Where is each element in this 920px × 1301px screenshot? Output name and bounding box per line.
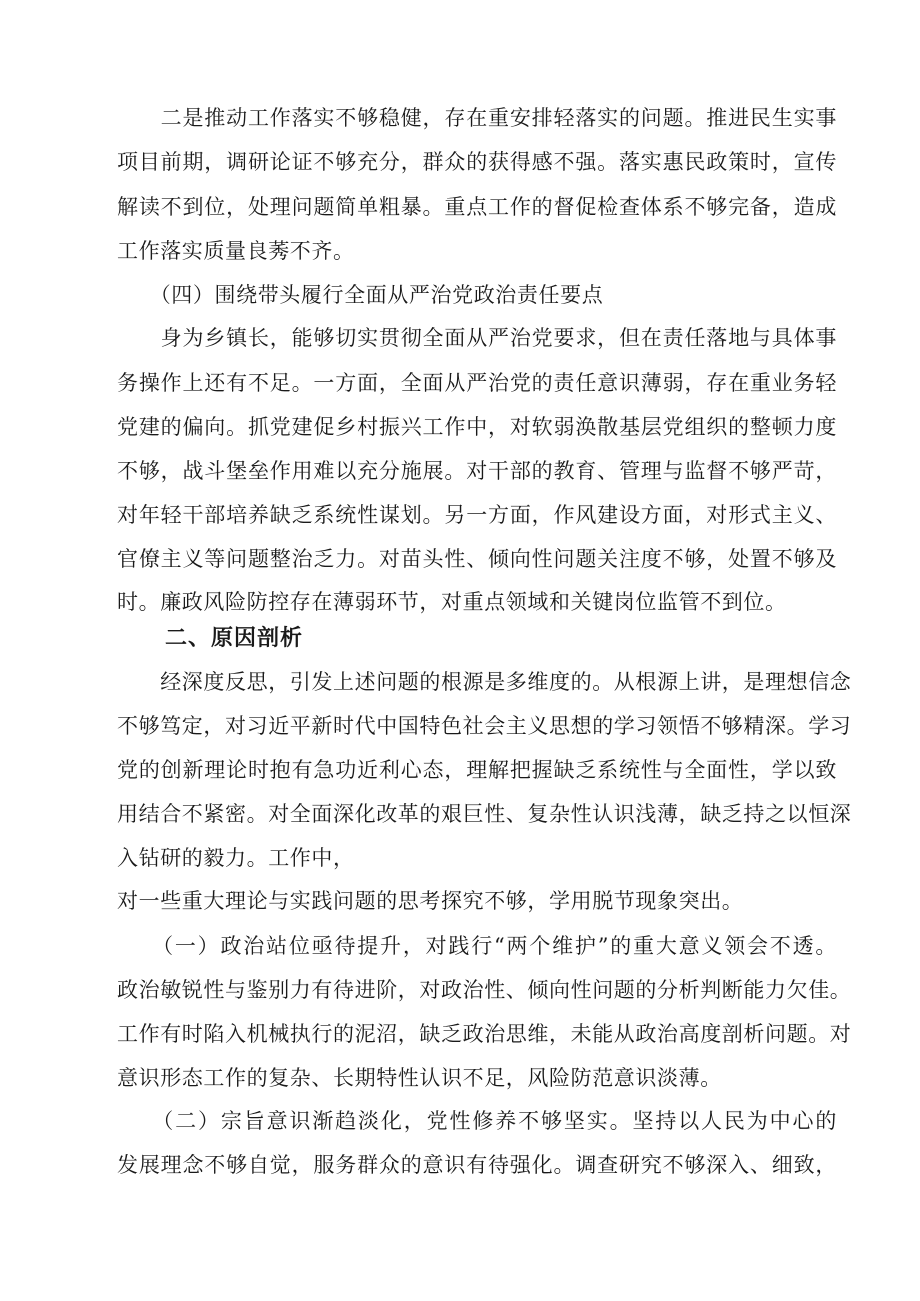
paragraph-line: 政治敏锐性与鉴别力有待进阶，对政治性、倾向性问题的分析判断能力欠佳。 <box>117 978 852 1002</box>
paragraph-line: 官僚主义等问题整治乏力。对苗头性、倾向性问题关注度不够，处置不够及 <box>117 547 837 571</box>
paragraph-line: （二）宗旨意识渐趋淡化，党性修养不够坚实。坚持以人民为中心的 <box>117 1109 837 1133</box>
paragraph-line: 不够笃定，对习近平新时代中国特色社会主义思想的学习领悟不够精深。学习 <box>117 714 852 738</box>
paragraph-line: 身为乡镇长，能够切实贯彻全面从严治党要求，但在责任落地与具体事 <box>117 326 837 350</box>
paragraph-line: （一）政治站位亟待提升，对践行“两个维护”的重大意义领会不透。 <box>117 934 837 958</box>
paragraph-line: 入钻研的毅力。工作中， <box>117 846 355 870</box>
paragraph-line: 工作落实质量良莠不齐。 <box>117 239 355 263</box>
paragraph-line: 解读不到位，处理问题简单粗暴。重点工作的督促检查体系不够完备，造成 <box>117 195 837 219</box>
paragraph-line: 党的创新理论时抱有急功近利心态，理解把握缺乏系统性与全面性，学以致 <box>117 758 837 782</box>
paragraph-line: 对年轻干部培养缺乏系统性谋划。另一方面，作风建设方面，对形式主义、 <box>117 503 837 527</box>
section-subheading: （四）围绕带头履行全面从严治党政治责任要点 <box>117 283 604 307</box>
section-heading: 二、原因剖析 <box>165 626 304 651</box>
paragraph-line: 二是推动工作落实不够稳健，存在重安排轻落实的问题。推进民生实事 <box>117 106 837 130</box>
paragraph-line: 不够，战斗堡垒作用难以充分施展。对干部的教育、管理与监督不够严苛， <box>117 459 837 483</box>
paragraph-line: 用结合不紧密。对全面深化改革的艰巨性、复杂性认识浅薄，缺乏持之以恒深 <box>117 802 852 826</box>
paragraph-line: 时。廉政风险防控存在薄弱环节，对重点领域和关键岗位监管不到位。 <box>117 590 787 614</box>
paragraph-line: 工作有时陷入机械执行的泥沼，缺乏政治思维，未能从政治高度剖析问题。对 <box>117 1022 852 1046</box>
paragraph-line: 项目前期，调研论证不够充分，群众的获得感不强。落实惠民政策时，宣传 <box>117 150 837 174</box>
paragraph-line: 发展理念不够自觉，服务群众的意识有待强化。调查研究不够深入、细致， <box>117 1153 837 1177</box>
paragraph-line: 务操作上还有不足。一方面，全面从严治党的责任意识薄弱，存在重业务轻 <box>117 371 837 395</box>
paragraph-line: 意识形态工作的复杂、长期特性认识不足，风险防范意识淡薄。 <box>117 1066 722 1090</box>
paragraph-line: 党建的偏向。抓党建促乡村振兴工作中，对软弱涣散基层党组织的整顿力度 <box>117 415 837 439</box>
paragraph-line: 经深度反思，引发上述问题的根源是多维度的。从根源上讲，是理想信念 <box>117 670 852 694</box>
paragraph-line: 对一些重大理论与实践问题的思考探究不够，学用脱节现象突出。 <box>117 889 744 913</box>
